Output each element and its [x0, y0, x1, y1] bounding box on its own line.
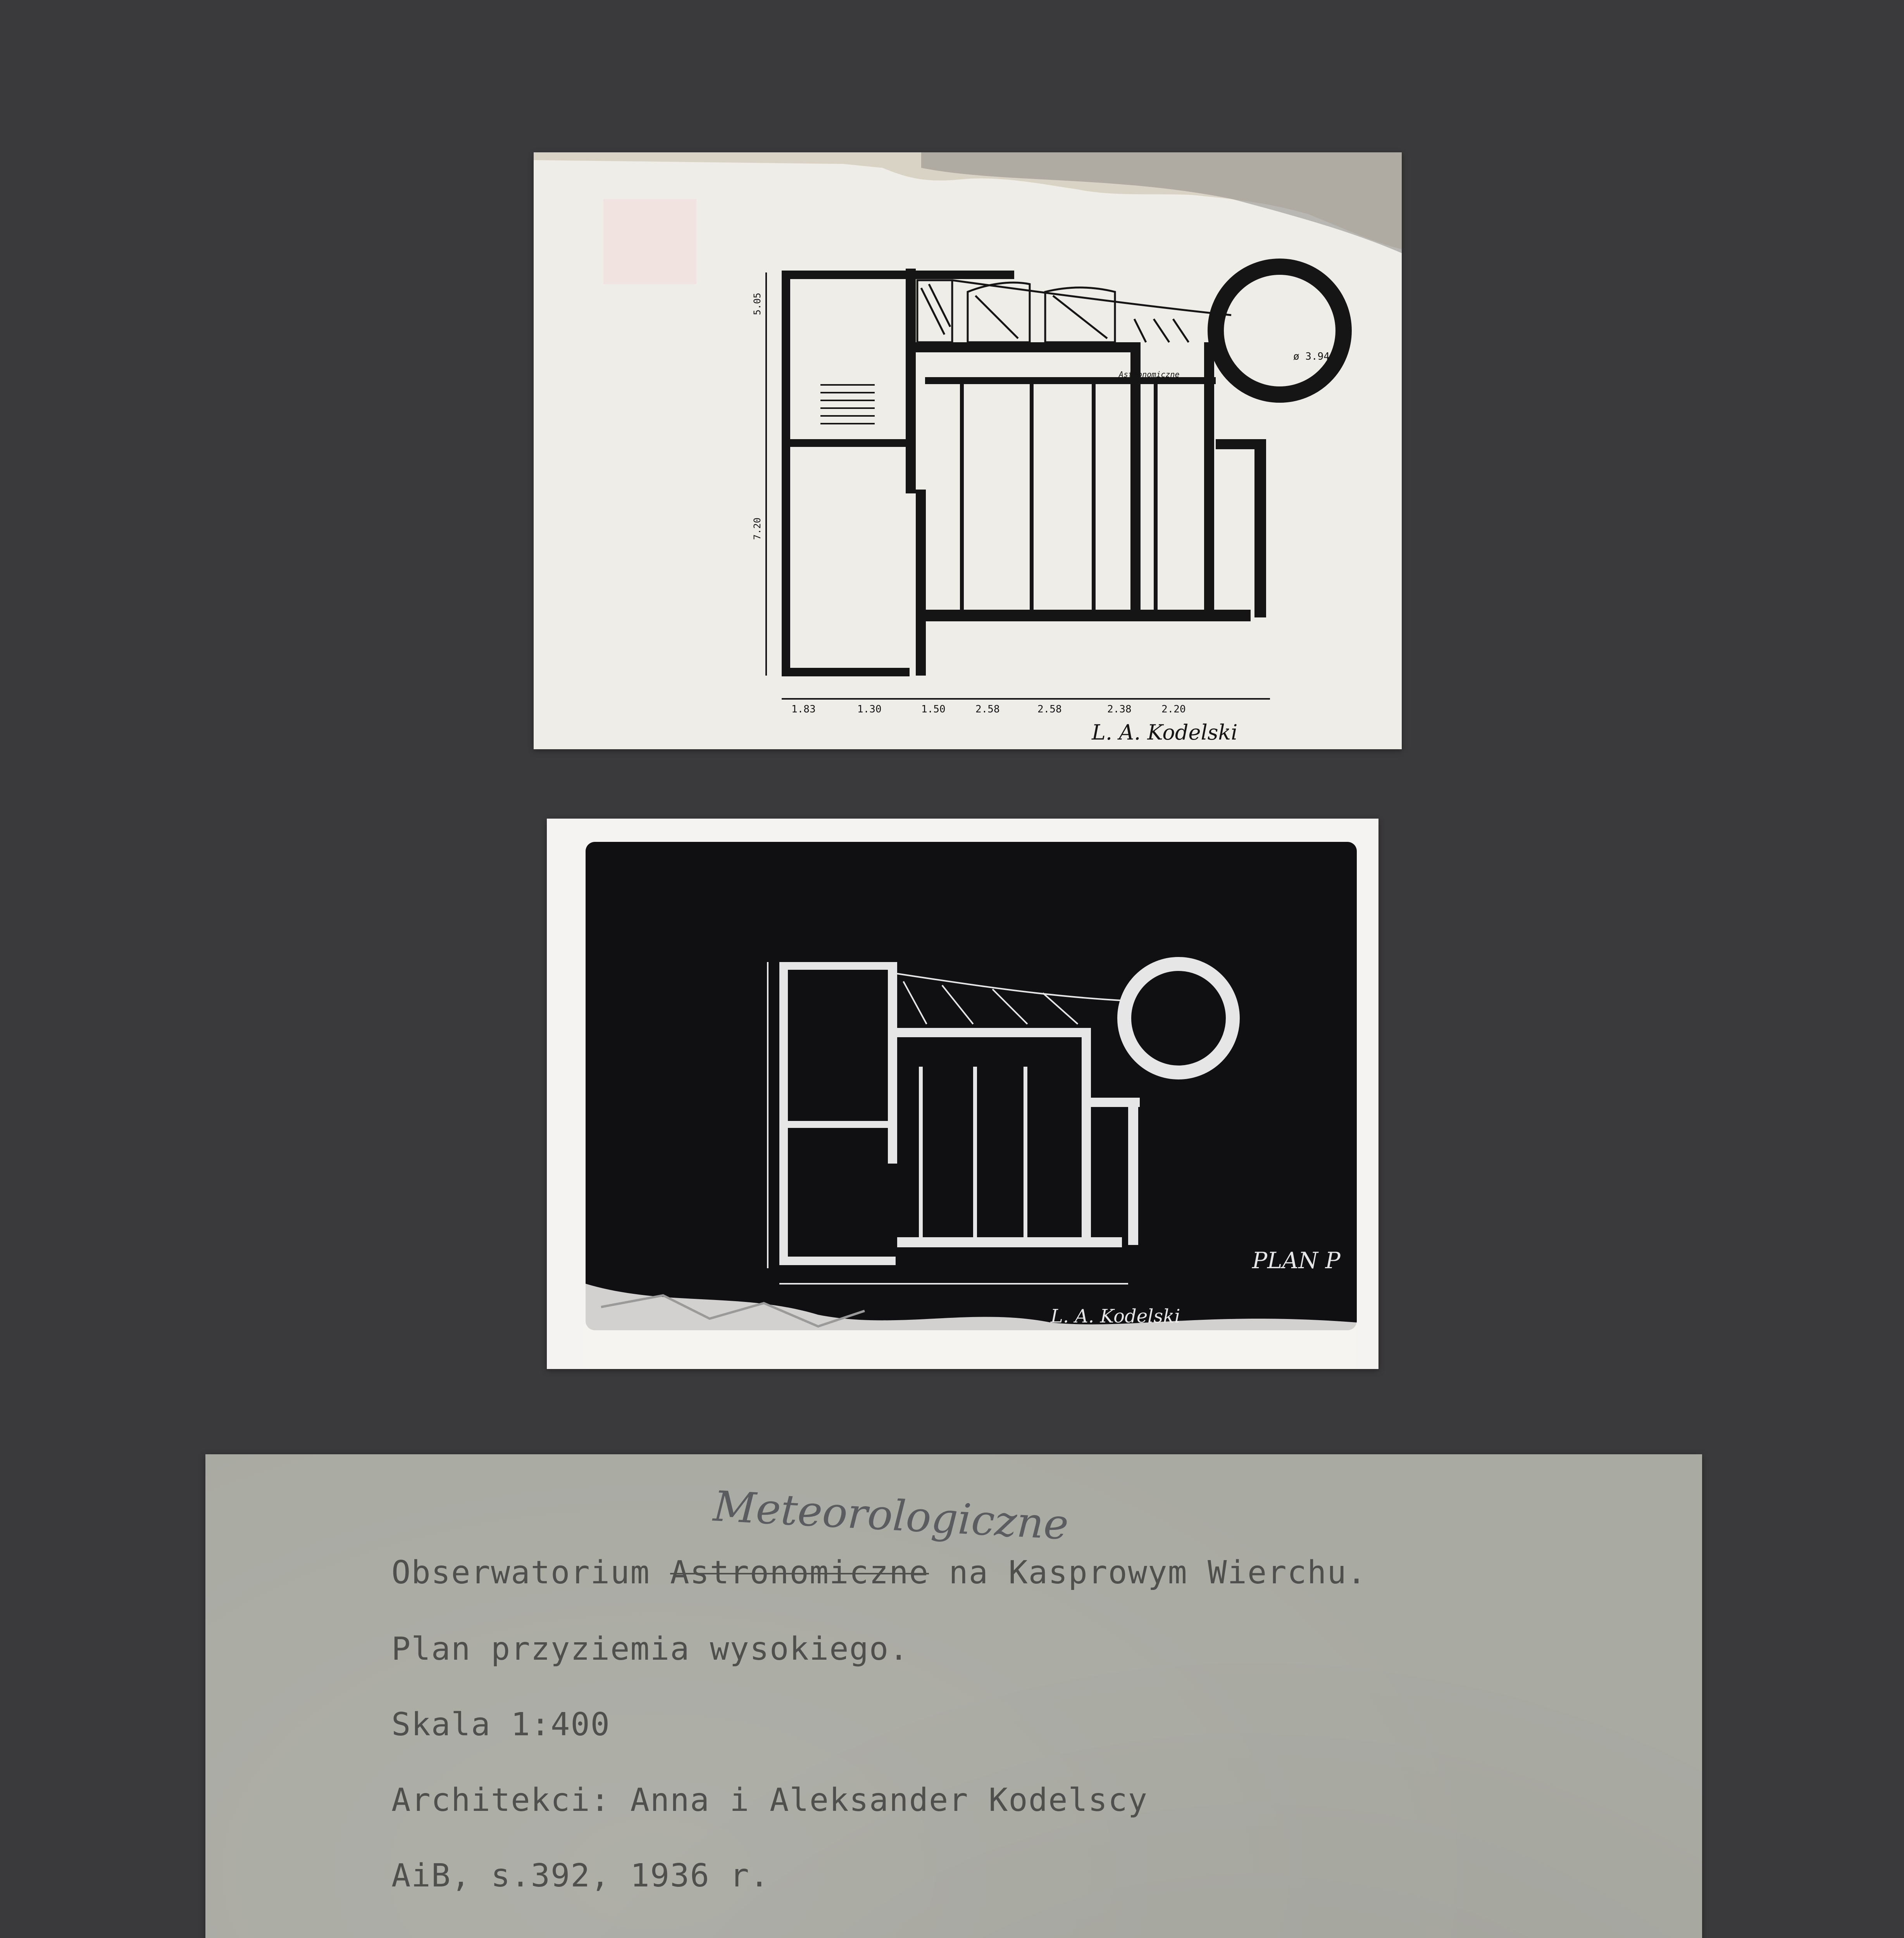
- negative-caption: PLAN P: [1252, 1247, 1341, 1274]
- staircase: [820, 385, 875, 424]
- title-prefix: Obserwatorium: [391, 1554, 670, 1591]
- dim-bottom-1: 1.83: [791, 703, 816, 715]
- dim-side-1: 5.05: [752, 293, 763, 315]
- dim-bottom-6: 2.38: [1107, 703, 1132, 715]
- positive-print-photo: [534, 152, 1402, 749]
- floor-plan-positive: [534, 152, 1402, 749]
- dim-bottom-2: 1.30: [857, 703, 882, 715]
- dim-bottom-7: 2.20: [1161, 703, 1186, 715]
- signature-negative: L. A. Kodelski: [1051, 1305, 1180, 1327]
- signature: L. A. Kodelski: [1092, 720, 1238, 745]
- title-suffix: na Kasprowym Wierchu.: [929, 1554, 1367, 1591]
- envelope-line-title: [391, 1554, 1367, 1591]
- envelope-line-plan: Plan przyziemia wysokiego.: [391, 1631, 909, 1667]
- negative-print-photo: [547, 819, 1378, 1369]
- round-tower: [1216, 267, 1344, 395]
- dim-side-3: 7.20: [752, 517, 763, 540]
- dim-bottom-3: 1.50: [921, 703, 946, 715]
- dim-bottom-5: 2.58: [1037, 703, 1062, 715]
- round-room-label: ø 3.94: [1293, 351, 1330, 362]
- floor-plan-negative: [547, 819, 1378, 1369]
- envelope-line-scale: Skala 1:400: [391, 1706, 611, 1743]
- struck-word: Astronomiczne: [670, 1554, 929, 1591]
- dim-bottom-4: 2.58: [975, 703, 1000, 715]
- envelope-line-architects: Architekci: Anna i Aleksander Kodelscy: [391, 1782, 1148, 1819]
- envelope-line-source: AiB, s.392, 1936 r.: [391, 1857, 770, 1894]
- room-label: Astronomiczne: [1119, 370, 1180, 379]
- handwritten-correction: Meteorologiczne: [712, 1482, 1070, 1549]
- envelope: [205, 1454, 1702, 1938]
- plan-walls: [782, 269, 1266, 676]
